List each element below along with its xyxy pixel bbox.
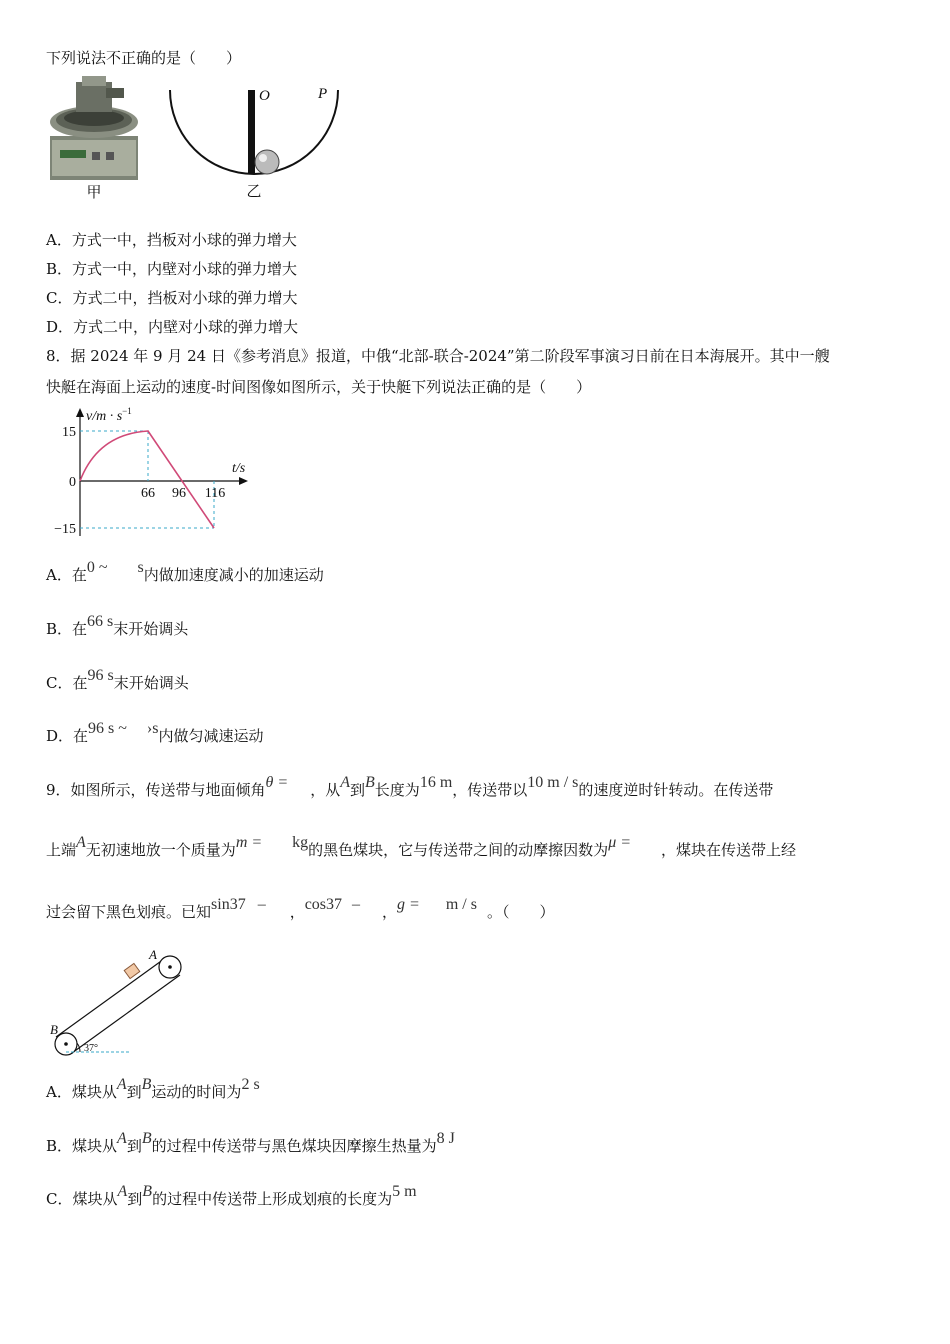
label-o: O	[259, 88, 270, 104]
q7-option-d: D．方式二中，内壁对小球的弹力增大	[46, 318, 299, 336]
q9-stem-line2: 上端A无初速地放一个质量为m = kg的黑色煤块，它与传送带之间的动摩擦因数为μ = ，煤块在传送带上经	[46, 834, 797, 859]
q9-stem-line3: 过会留下黑色划痕。已知sin37 – ，cos37 – ，g = m / s 。（ ）	[46, 896, 555, 921]
x-axis-label: t/s	[232, 461, 246, 476]
q8-stem-line1: 8．据 2024 年 9 月 24 日《参考消息》报道，中俄“北部-联合-2024”第二阶段军事演习日前在日本海展开。其中一艘	[46, 347, 830, 365]
y-axis-arrow-icon	[76, 408, 84, 417]
angle-label: 37°	[84, 1043, 98, 1054]
figure-jia-label: 甲	[86, 185, 102, 201]
q9-option-a: A．煤块从A到B运动的时间为2 s	[46, 1076, 260, 1101]
q8-option-c: C．在96 s末开始调头	[46, 667, 189, 692]
label-p: P	[318, 86, 328, 102]
tick-x-66: 66	[141, 486, 155, 501]
label-b: B	[50, 1022, 58, 1037]
tick-y-15: 15	[62, 425, 76, 440]
figure-yi-label: 乙	[246, 184, 262, 200]
tick-x-96: 96	[172, 486, 186, 501]
q8-option-b: B．在66 s末开始调头	[46, 613, 189, 638]
q8-option-d: D．在96 s ~ ›s内做匀减速运动	[46, 720, 264, 745]
figure-yi-bowl	[160, 80, 350, 202]
x-axis-arrow-icon	[239, 477, 248, 485]
tick-x-116: 116	[204, 486, 226, 501]
q8-stem-line2: 快艇在海面上运动的速度-时间图像如图所示，关于快艇下列说法正确的是（ ）	[46, 378, 592, 396]
q8-option-a: A．在0 ~ s内做加速度减小的加速运动	[46, 559, 324, 584]
tick-y-neg15: −15	[54, 522, 76, 537]
q9-option-b: B．煤块从A到B的过程中传送带与黑色煤块因摩擦生热量为8 J	[46, 1130, 455, 1155]
coal-block	[124, 963, 140, 978]
label-a: A	[149, 947, 157, 962]
tick-y-0: 0	[69, 475, 76, 490]
q7-option-b: B．方式一中，内壁对小球的弹力增大	[46, 260, 298, 278]
figure-jia-machine-photo	[46, 74, 142, 202]
q9-stem-line1: 9．如图所示，传送带与地面倾角θ = ，从A到B长度为16 m，传送带以10 m / s的速度逆时针转动。在传送带	[46, 774, 774, 799]
velocity-curve	[80, 431, 214, 528]
y-axis-label: $v/m \cdot s^{-1}$	[86, 406, 132, 424]
q7-option-c: C．方式二中，挡板对小球的弹力增大	[46, 289, 298, 307]
q7-stem-tail: 下列说法不正确的是（ ）	[46, 49, 242, 67]
q7-option-a: A．方式一中，挡板对小球的弹力增大	[46, 231, 297, 249]
q8-vt-graph	[46, 404, 256, 542]
q9-option-c: C．煤块从A到B的过程中传送带上形成划痕的长度为5 m	[46, 1183, 417, 1208]
q9-conveyor-figure	[46, 942, 196, 1060]
